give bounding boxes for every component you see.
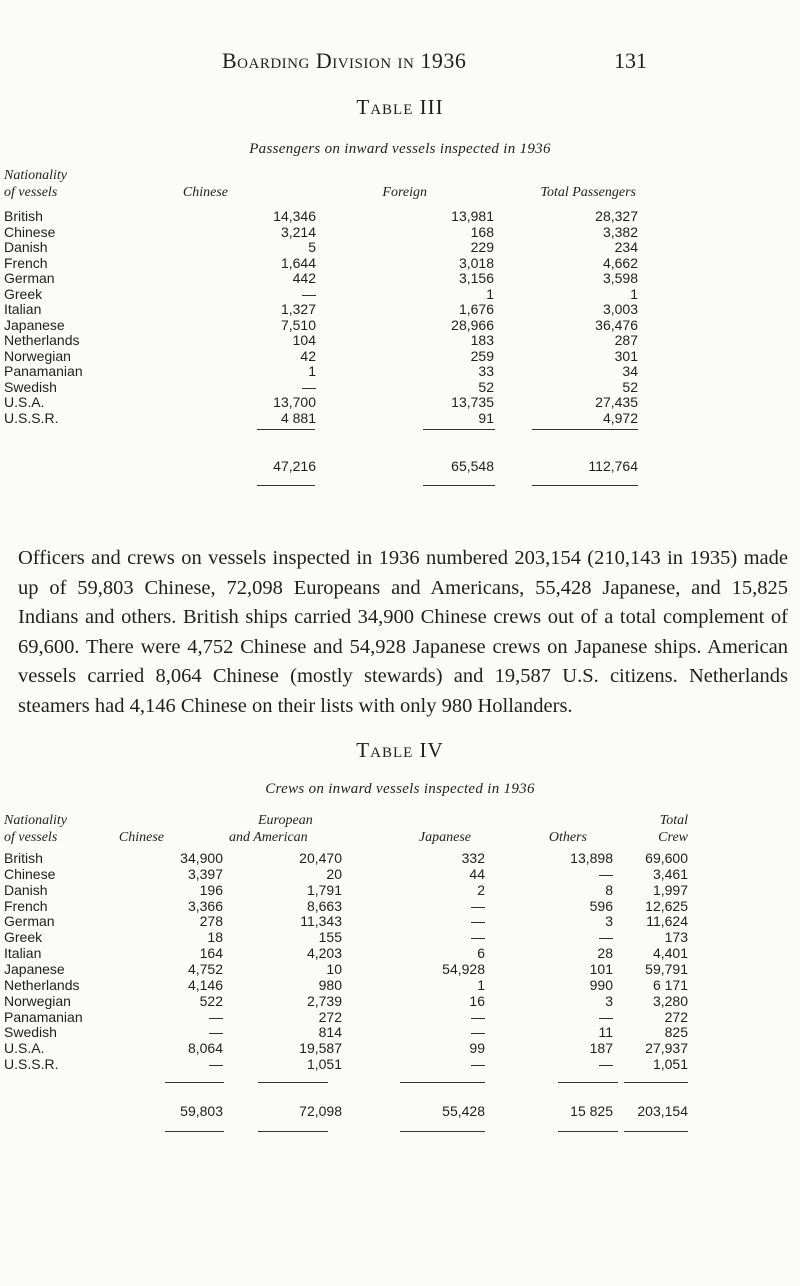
table4-cell-others: — (599, 929, 613, 946)
table4-cell-japanese: — (471, 1024, 485, 1041)
table4-cell-total: 825 (664, 1024, 688, 1041)
table4-cell-nationality: U.S.A. (4, 1040, 45, 1057)
table3-cell-total: 1 (630, 285, 638, 302)
table3-cell-foreign: 229 (470, 239, 494, 255)
table4-cell-japanese: — (471, 1056, 485, 1073)
table4-cell-others: — (599, 1008, 613, 1025)
table4-cell-others: 596 (589, 897, 613, 914)
table3-header-total: Total Passengers (540, 185, 636, 200)
table4-cell-japanese: 1 (477, 976, 485, 993)
table3-cell-total: 4,662 (602, 254, 638, 271)
table4-cell-chinese: — (209, 1008, 223, 1025)
table4-cell-european: 1,051 (306, 1056, 342, 1073)
table4-total-japanese: 55,428 (442, 1103, 485, 1119)
table4-cell-chinese: — (209, 1056, 223, 1073)
table3-double-rule (257, 485, 315, 486)
table4-sum-rule (165, 1082, 224, 1083)
page-number: 131 (614, 48, 647, 73)
table4-cell-nationality: Italian (4, 945, 42, 962)
table4-cell-others: 990 (589, 976, 613, 993)
table4-cell-nationality: British (4, 850, 43, 866)
table3-cell-nationality: Netherlands (4, 332, 80, 348)
table3-cell-nationality: Chinese (4, 223, 56, 240)
table4-cell-total: 59,791 (645, 960, 688, 977)
table4-cell-nationality: Netherlands (4, 976, 80, 993)
table3-cell-chinese: — (302, 285, 316, 302)
table4-header-total-line2: Crew (658, 830, 688, 845)
table4-cell-nationality: U.S.S.R. (4, 1056, 59, 1073)
table3-cell-foreign: 13,735 (451, 394, 494, 410)
table3-cell-total: 4,972 (602, 409, 638, 426)
table3-cell-chinese: 13,700 (273, 394, 316, 410)
table4-cell-chinese: 18 (207, 929, 223, 946)
table4-double-rule (165, 1131, 224, 1132)
table4-cell-japanese: — (471, 897, 485, 914)
table4-caption: Crews on inward vessels inspected in 1936 (265, 781, 535, 797)
table4-cell-japanese: 2 (477, 881, 485, 898)
table3-cell-nationality: Japanese (4, 316, 65, 333)
table3-cell-foreign: 91 (478, 409, 494, 426)
table3-cell-nationality: Italian (4, 301, 42, 317)
table3-cell-chinese: 442 (292, 270, 316, 286)
table4-total-grand: 203,154 (637, 1103, 688, 1119)
table4-cell-others: 11 (598, 1024, 613, 1041)
body-paragraph: Officers and crews on vessels inspected in 1936 numbered 203,154 (210,143 in 1935) made up of 59,803 Chinese, 72,098 Europeans and Americans, 55,428 Japanese, and 15,825 Indians and others. British ships carried 34,900 Chinese crews out of a total complement of 69,600. There were 4,752 Chinese and 54,928 Japanese crews on Japanese ships. American vessels carried 8,064 Chinese (mostly stewards) and 19,587 U.S. citizens. Netherlands steamers had 4,146 Chinese on their lists with only 980 Hollanders. (18, 547, 788, 717)
table3-cell-nationality: German (4, 270, 55, 286)
table3-total-foreign: 65,548 (451, 458, 494, 474)
table4-cell-chinese: 34,900 (180, 850, 223, 866)
table4-cell-total: 6 171 (652, 976, 688, 993)
table3-title: Table III (356, 95, 444, 119)
table4-cell-chinese: 8,064 (187, 1040, 223, 1057)
table4-cell-others: 3 (605, 913, 613, 930)
table3-cell-nationality: Greek (4, 285, 43, 302)
table3-cell-nationality: U.S.A. (4, 394, 45, 410)
table4-cell-japanese: — (471, 929, 485, 946)
table3-cell-foreign: 1 (486, 285, 494, 302)
table3-cell-chinese: 5 (308, 239, 316, 255)
table4-cell-japanese: 44 (469, 865, 485, 882)
table4-total-others: 15 825 (570, 1103, 613, 1119)
table4-header-others: Others (548, 830, 587, 845)
table4-cell-total: 12,625 (645, 897, 688, 914)
table3-sum-rule (532, 429, 638, 430)
table4-cell-japanese: 6 (477, 945, 485, 962)
table3-cell-foreign: 52 (478, 378, 494, 395)
table4-double-rule (400, 1131, 485, 1132)
table4-sum-rule (400, 1082, 485, 1083)
table4-cell-european: 155 (318, 929, 342, 946)
table3-cell-nationality: Panamanian (4, 363, 83, 379)
table4-cell-nationality: Japanese (4, 960, 65, 977)
table4-cell-european: 10 (326, 960, 342, 977)
table3-total-chinese: 47,216 (273, 458, 316, 474)
table4-sum-rule (624, 1082, 688, 1083)
table4-cell-chinese: 164 (199, 945, 223, 962)
table4-cell-nationality: Norwegian (4, 992, 71, 1009)
table3-cell-chinese: 1,644 (280, 254, 316, 271)
table4-cell-european: 20,470 (299, 850, 342, 866)
table4-cell-total: 3,461 (652, 865, 688, 882)
table3-total-grand: 112,764 (588, 458, 638, 474)
table4-cell-nationality: Chinese (4, 865, 56, 882)
table4-cell-japanese: — (471, 913, 485, 930)
table4-double-rule (558, 1131, 618, 1132)
table3-cell-chinese: 1,327 (280, 301, 316, 317)
table4-cell-chinese: 522 (199, 992, 223, 1009)
table4-cell-nationality: Danish (4, 881, 48, 898)
table4-cell-japanese: 16 (469, 992, 485, 1009)
table4-cell-european: 2,739 (306, 992, 342, 1009)
table3-header-nationality-line1: Nationality (4, 168, 67, 183)
table3-cell-foreign: 3,018 (458, 254, 494, 271)
table3-cell-nationality: British (4, 208, 43, 224)
table3-cell-total: 3,003 (602, 301, 638, 317)
table4-cell-total: 1,051 (652, 1056, 688, 1073)
table3-cell-total: 3,382 (602, 223, 638, 240)
table3-cell-total: 28,327 (595, 208, 638, 224)
table4-cell-nationality: Greek (4, 929, 43, 946)
table4-cell-chinese: 3,397 (187, 865, 223, 882)
table4-cell-japanese: 332 (461, 850, 485, 866)
table4-cell-total: 69,600 (645, 850, 688, 866)
table3-cell-foreign: 28,966 (451, 316, 494, 333)
table4-cell-others: 101 (589, 960, 613, 977)
table4-cell-chinese: 3,366 (187, 897, 223, 914)
table3-cell-total: 34 (622, 363, 638, 379)
table3-header-nationality-line2: of vessels (4, 185, 58, 200)
table3-cell-total: 52 (622, 378, 638, 395)
table3-header-chinese: Chinese (182, 185, 228, 200)
table3-cell-chinese: 4 881 (280, 409, 316, 426)
table3-cell-total: 301 (614, 347, 638, 364)
table4-double-rule (624, 1131, 688, 1132)
table4-sum-rule (258, 1082, 328, 1083)
table4-cell-european: 11,343 (300, 913, 342, 930)
table4-cell-european: 980 (318, 976, 342, 993)
table4-cell-others: — (599, 865, 613, 882)
table4-cell-others: 8 (605, 881, 613, 898)
table4-total-european: 72,098 (299, 1103, 342, 1119)
table4-cell-european: 814 (318, 1024, 342, 1041)
table4-sum-rule (558, 1082, 618, 1083)
table4-cell-others: 13,898 (570, 850, 613, 866)
table4-title: Table IV (356, 738, 444, 762)
table3-cell-foreign: 3,156 (458, 270, 494, 286)
table3-cell-nationality: Danish (4, 239, 48, 255)
table4-cell-nationality: Panamanian (4, 1008, 83, 1025)
table3-cell-total: 234 (614, 239, 638, 255)
table4-cell-european: 20 (326, 865, 342, 882)
table4-cell-others: 187 (589, 1040, 613, 1057)
table4-cell-european: 19,587 (299, 1040, 342, 1057)
table4-cell-others: — (599, 1056, 613, 1073)
table4-header-total-line1: Total (659, 813, 688, 828)
table3-cell-nationality: Swedish (4, 378, 57, 395)
table4-cell-total: 27,937 (645, 1040, 688, 1057)
table4-cell-european: 4,203 (306, 945, 342, 962)
table3-sum-rule (257, 429, 315, 430)
table4-cell-japanese: 99 (469, 1040, 485, 1057)
table3-cell-nationality: Norwegian (4, 347, 71, 364)
table4-cell-chinese: — (209, 1024, 223, 1041)
table3-cell-nationality: French (4, 254, 48, 271)
table3-double-rule (423, 485, 495, 486)
table4-cell-japanese: — (471, 1008, 485, 1025)
table4-cell-others: 28 (597, 945, 613, 962)
table4-header-chinese: Chinese (118, 830, 164, 845)
table3-cell-nationality: U.S.S.R. (4, 409, 59, 426)
table4-cell-nationality: French (4, 897, 48, 914)
table3-cell-foreign: 33 (478, 363, 494, 379)
table4-cell-european: 8,663 (306, 897, 342, 914)
table4-cell-chinese: 4,146 (187, 976, 223, 993)
table3-cell-foreign: 259 (470, 347, 494, 364)
table3-double-rule (532, 485, 638, 486)
table3-cell-chinese: — (302, 378, 316, 395)
table3-cell-total: 287 (614, 332, 638, 348)
table3-cell-total: 36,476 (595, 316, 638, 333)
table4-cell-nationality: Swedish (4, 1024, 57, 1041)
table4-cell-total: 3,280 (652, 992, 688, 1009)
table4-cell-european: 1,791 (306, 881, 342, 898)
table3-cell-chinese: 3,214 (280, 223, 316, 240)
table4-cell-chinese: 4,752 (187, 960, 223, 977)
table4-header-nationality-line1: Nationality (4, 813, 67, 828)
table4-cell-chinese: 278 (199, 913, 223, 930)
table3-cell-total: 27,435 (595, 394, 638, 410)
table3-sum-rule (423, 429, 495, 430)
table4-cell-total: 4,401 (652, 945, 688, 962)
table3-cell-chinese: 7,510 (280, 316, 316, 333)
table3-header-foreign: Foreign (382, 185, 427, 200)
table3-cell-chinese: 104 (292, 332, 316, 348)
running-head (0, 48, 800, 78)
table3-cell-foreign: 1,676 (458, 301, 494, 317)
table4-cell-european: 272 (318, 1008, 342, 1025)
table3-cell-foreign: 183 (470, 332, 494, 348)
table3-cell-chinese: 42 (300, 347, 316, 364)
table3-cell-total: 3,598 (602, 270, 638, 286)
table4-cell-others: 3 (605, 992, 613, 1009)
table3-cell-foreign: 168 (470, 223, 494, 240)
table4-cell-total: 11,624 (646, 913, 688, 930)
table3-cell-foreign: 13,981 (451, 208, 494, 224)
table4-header-european-line1: European (258, 813, 313, 828)
table3-cell-chinese: 1 (308, 363, 316, 379)
table4-cell-nationality: German (4, 913, 55, 930)
table4-cell-total: 272 (664, 1008, 688, 1025)
table4-cell-chinese: 196 (199, 881, 223, 898)
table3-caption: Passengers on inward vessels inspected in 1936 (249, 141, 551, 157)
table4-header-european-line2: and American (229, 830, 308, 845)
table4-header-japanese: Japanese (418, 830, 471, 845)
table4-cell-japanese: 54,928 (442, 960, 485, 977)
table4-header-nationality-line2: of vessels (4, 830, 58, 845)
table4-double-rule (258, 1131, 328, 1132)
table4-cell-total: 173 (664, 929, 688, 946)
table4-total-chinese: 59,803 (180, 1103, 223, 1119)
running-head-title: Boarding Division in 1936 (222, 48, 467, 73)
table4-cell-total: 1,997 (652, 881, 688, 898)
table3-cell-chinese: 14,346 (273, 208, 316, 224)
